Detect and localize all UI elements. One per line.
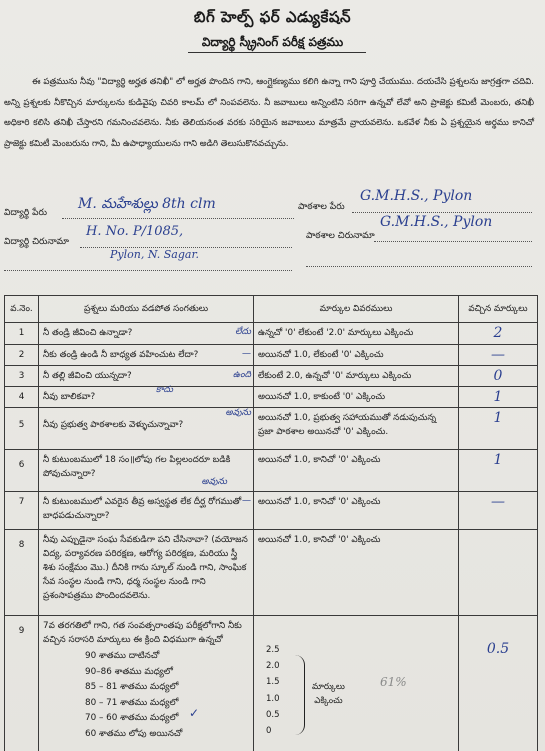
marks-obtained[interactable] <box>459 530 538 616</box>
question-text: నీవు ప్రభుత్వ పాఠశాలకు వెళ్ళుచున్నావా? <box>43 420 184 430</box>
header-marks: వచ్చిన మార్కులు <box>459 296 538 323</box>
row-details: అయినచో 1.0, కానిచో '0' ఎక్కించు <box>254 492 459 530</box>
row-number: 3 <box>5 366 39 387</box>
school-name-value[interactable]: G.M.H.S., Pylon <box>360 188 473 204</box>
row-details: ఉన్నచో '0' లేకుంటే '2.0' మార్కులు ఎక్కించు <box>254 323 459 345</box>
q9-range-item: 85 – 81 శాతము మధ్యలో <box>85 682 179 692</box>
school-name-line <box>352 212 532 213</box>
marks-obtained[interactable]: 1 <box>459 408 538 450</box>
row-details: అయినచో 1.0, కాకుంటే '0' ఎక్కించు <box>254 387 459 408</box>
row-number: 2 <box>5 345 39 366</box>
marks-obtained[interactable]: 0 <box>459 366 538 387</box>
student-address-label: విద్యార్థి చిరునామా <box>4 237 69 247</box>
answer-handwritten[interactable]: — <box>242 496 251 506</box>
marks-obtained[interactable]: 1 <box>459 450 538 492</box>
answer-handwritten[interactable]: అవును <box>225 408 251 418</box>
q9-range-item: 90 శాతము దాటినచో <box>85 651 160 661</box>
answer-handwritten[interactable]: లేదు <box>235 327 251 337</box>
table-row <box>5 450 538 492</box>
q9-score: 2.5 <box>266 645 280 655</box>
page-subtitle: విద్యార్థి స్క్రీనింగ్ పరీక్ష పత్రము <box>201 35 344 49</box>
school-address-value[interactable]: G.M.H.S., Pylon <box>380 214 493 230</box>
row-number: 5 <box>5 408 39 450</box>
q9-brace-label-line2: ఎక్కించు <box>314 696 343 706</box>
q9-range-item-label: 70 – 60 శాతము మధ్యలో <box>85 713 179 723</box>
marks-obtained[interactable]: 2 <box>459 323 538 345</box>
marks-obtained[interactable]: — <box>459 345 538 366</box>
question-text: నీ కుటుంబములో 18 సం॥లోపు గల పిల్లలందరూ బడికి పోవుచున్నారా? <box>43 455 231 479</box>
student-address-value-1[interactable]: H. No. P/1085, <box>86 224 184 239</box>
row-question <box>39 323 254 345</box>
header-details: మార్కుల వివరములు <box>254 296 459 323</box>
row-question <box>39 408 254 450</box>
q9-range-item: 80 – 71 శాతము మధ్యలో <box>85 697 179 708</box>
table-row <box>5 408 538 450</box>
q9-score: 1.0 <box>266 693 280 704</box>
row-details: అయినచో 1.0, ప్రభుత్వ సహాయముతో నడుపుచున్న ప్రజా పాఠశాల అయినచో '0' ఎక్కించు. <box>254 408 459 450</box>
q9-score: 2.0 <box>266 661 280 672</box>
answer-handwritten[interactable]: అవును <box>201 477 227 487</box>
table-row <box>5 530 538 616</box>
question-text: 7వ తరగతిలో గాని, గత సంవత్సరాంతపు పరీక్షలోగాని నీకు వచ్చిన సరాసరి మార్కులు ఈ క్రింది విధముగా ఉన్నచో <box>43 621 242 645</box>
row-details: అయినచో 1.0, లేకుంటే '0' ఎక్కించు <box>254 345 459 366</box>
row-number: 8 <box>5 530 39 616</box>
row-question <box>39 366 254 387</box>
question-text: నీవు బాలికవా? <box>43 392 96 402</box>
table-header-row <box>5 296 538 323</box>
student-name-label: విద్యార్థి పేరు <box>4 208 47 218</box>
row-number: 1 <box>5 323 39 345</box>
page-title: బిగ్ హెల్ప్ ఫర్ ఎడ్యుకేషన్ <box>193 8 352 26</box>
row-question <box>39 345 254 366</box>
q9-brace <box>295 655 305 735</box>
check-mark-icon: ✓ <box>189 706 200 720</box>
question-text: నీకు తండ్రి ఉండి నీ బాధ్యత వహించుట లేదా? <box>43 350 199 360</box>
school-address-label: పాఠశాల చిరునామా <box>306 231 375 241</box>
q9-percent-handwritten[interactable]: 61% <box>380 675 407 689</box>
row-question <box>39 492 254 530</box>
row-details: అయినచో 1.0, కానిచో '0' ఎక్కించు <box>254 450 459 492</box>
header-serial: వ.నెం. <box>5 296 39 323</box>
question-text: నీ తండ్రి జీవించి ఉన్నాడా? <box>43 328 133 338</box>
q9-score: 0 <box>266 726 272 737</box>
row-number: 7 <box>5 492 39 530</box>
answer-handwritten[interactable]: — <box>242 349 251 359</box>
q9-brace-label-line1: మార్కులు <box>312 682 345 692</box>
student-address-value-2[interactable]: Pylon, N. Sagar. <box>110 248 199 261</box>
q9-score: 1.5 <box>266 677 280 688</box>
q9-ranges-list <box>43 649 249 742</box>
marks-obtained[interactable]: — <box>459 492 538 530</box>
student-name-line <box>62 218 294 219</box>
header-question: ప్రశ్నలు మరియు వడపోత సంగతులు <box>39 296 254 323</box>
subtitle-underline <box>188 52 366 53</box>
table-row <box>5 492 538 530</box>
row-question: నీవు ఎప్పుడైనా సంఘ సేవకుడిగా పని చేసినావా? (వయోజన విద్య, పర్యావరణ పరిరక్షణ, ఆరోగ్య పరిరక్షణ, మరియు స్త్రీ శిశు సంక్షేమం మొ.) దీనికి గాను స్కూల్ నుండి గాని, సాంఘిక సేవ సంస్థల నుండి గాని, ధర్మ సంస్థల నుండి గాని ప్రశంసాపత్రము పొందిందవలెను. <box>39 530 254 616</box>
student-name-value[interactable]: M. మహేశుల్లు 8th clm <box>78 196 216 212</box>
answer-handwritten[interactable]: కాదు <box>155 385 173 395</box>
table-row <box>5 323 538 345</box>
school-name-label: పాఠశాల పేరు <box>298 202 345 212</box>
q9-brace-label <box>312 680 345 708</box>
marks-obtained[interactable]: 0.5 <box>459 616 538 751</box>
row-question <box>39 616 254 751</box>
row-number: 9 <box>5 616 39 751</box>
school-address-line-2 <box>306 266 532 267</box>
table-row <box>5 345 538 366</box>
q9-range-item: 90–86 శాతము మధ్యలో <box>85 666 173 677</box>
table-row <box>5 366 538 387</box>
question-text: నీ తల్లి జీవించి యున్నదా? <box>43 371 132 381</box>
student-address-line-2 <box>4 270 292 271</box>
q9-range-item-checked <box>85 706 249 727</box>
school-address-line-1 <box>374 241 532 242</box>
q9-range-item: 60 శాతము లోపు అయినచో <box>85 728 183 739</box>
marks-obtained[interactable]: 1 <box>459 387 538 408</box>
row-number: 6 <box>5 450 39 492</box>
row-question <box>39 387 254 408</box>
question-text: నీ కుటుంబములో ఎవరైన తీవ్ర అస్వస్థత లేక దీర్ఘ రోగముతో బాధపడుచున్నారా? <box>43 497 242 521</box>
row-question <box>39 450 254 492</box>
row-number: 4 <box>5 387 39 408</box>
answer-handwritten[interactable]: ఉంది <box>232 370 251 380</box>
q9-score: 0.5 <box>266 709 280 720</box>
instructions-paragraph: ఈ పత్రమును నీవు "విద్యార్థి అర్హత తనిఖీ" లో అర్హత పొందిన గాని, ఆంగ్లైకణ్యము కలిగి ఉన్నా గాని పూర్తి చేయుము. దయచేసి ప్రశ్నలను జాగ్రత్తగా చదివి. అన్ని ప్రశ్నలకు నీకొచ్చిన మార్కులను కుడివైపు చివరి కాలమ్ లో నింపవలెను. నీ జవాబులు అన్నింటిని సరిగా ఉన్నవో లేవో అని ప్రాజెక్టు కమిటీ మెంబరు, తనిఖీ అధికారి కలిసి తనిఖీ చేస్తారని గమనించవలెను. నీకు తెలియనంత వరకు సరియైన జవాబులు మాత్రమే వ్రాయవలెను. ఒకవేళ నీకు ఏ ప్రశ్నయైన అర్థము కానిచో ప్రాజెక్టు కమిటీ మెంబరును గాని, మీ ఉపాధ్యాయులను గాని అడిగి తెలుసుకొనవచ్చును. <box>4 77 534 149</box>
row-details: లేకుంటే 2.0, ఉన్నచో '0' మార్కులు ఎక్కించు <box>254 366 459 387</box>
table-row <box>5 387 538 408</box>
row-details: అయినచో 1.0, కానిచో '0' ఎక్కించు <box>254 530 459 616</box>
